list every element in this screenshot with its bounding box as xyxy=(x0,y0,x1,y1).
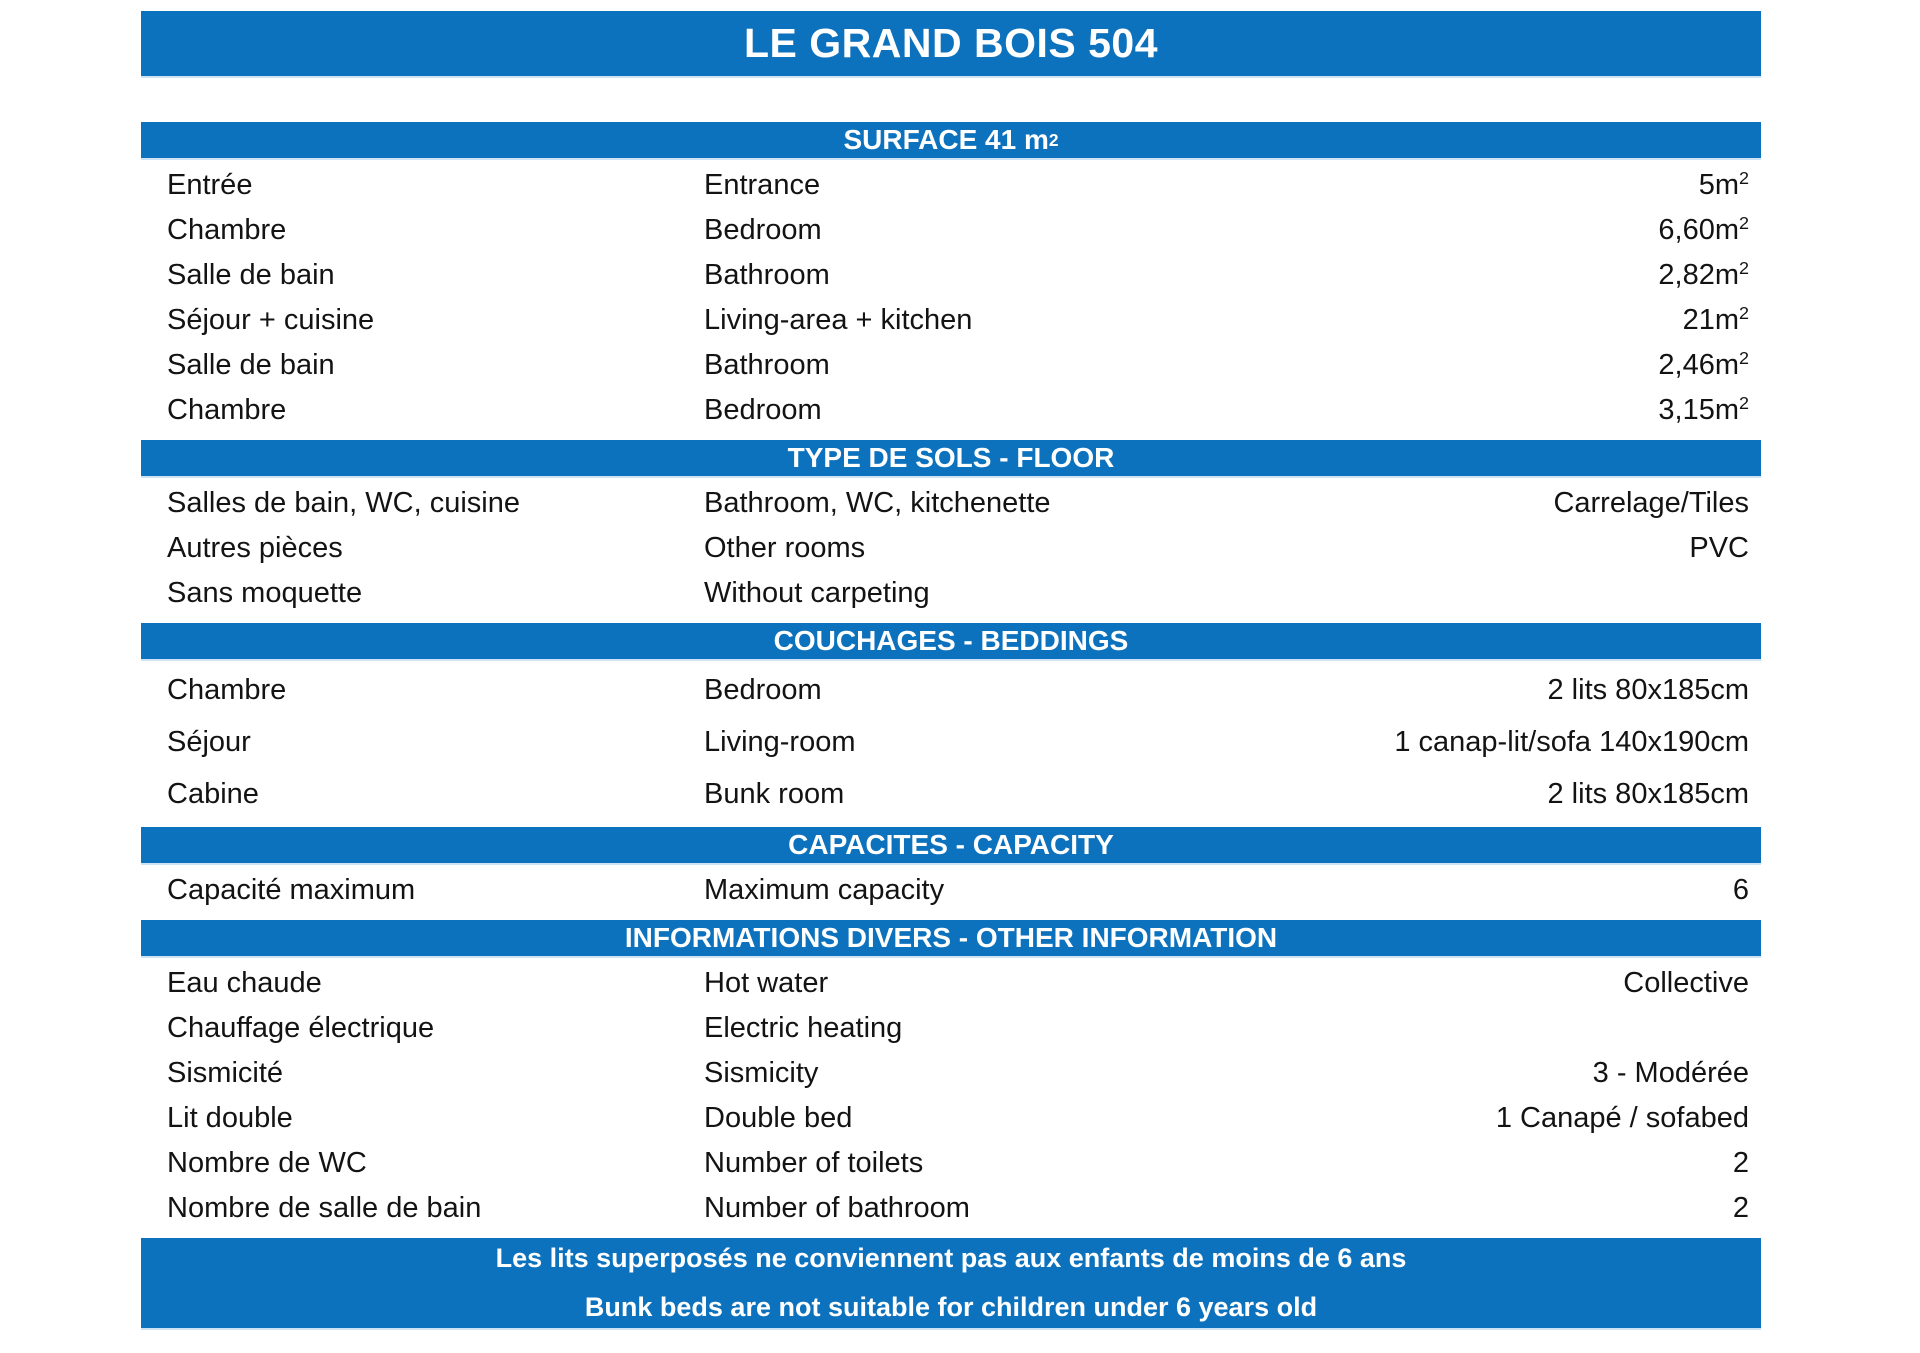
section-header: TYPE DE SOLS - FLOOR xyxy=(141,440,1761,478)
footer-note-en: Bunk beds are not suitable for children under 6 years old xyxy=(584,1292,1318,1322)
label-english: Double bed xyxy=(704,1102,853,1134)
label-english: Sismicity xyxy=(704,1057,819,1089)
section-rows xyxy=(141,661,1761,823)
label-french: Salle de bain xyxy=(167,349,335,381)
title-bar xyxy=(141,11,1761,78)
label-english: Other rooms xyxy=(704,532,866,564)
label-french: Nombre de salle de bain xyxy=(167,1192,482,1224)
section-rows xyxy=(141,478,1761,619)
superscript-2: 2 xyxy=(1739,304,1749,324)
section-rows xyxy=(141,160,1761,436)
label-english: Bathroom xyxy=(704,349,830,381)
footer-note-fr: Les lits superposés ne conviennent pas aux enfants de moins de 6 ans xyxy=(495,1243,1407,1273)
superscript-2: 2 xyxy=(1739,394,1749,414)
table-row xyxy=(141,343,1761,388)
label-english: Living-area + kitchen xyxy=(704,304,973,336)
label-english: Electric heating xyxy=(704,1012,903,1044)
row-value: $5m^2$ xyxy=(1698,169,1749,201)
label-french: Chambre xyxy=(167,394,287,426)
row-value: $2,82m^2$ xyxy=(1658,259,1749,291)
label-french: Chauffage électrique xyxy=(167,1012,435,1044)
superscript-2: 2 xyxy=(1739,214,1749,234)
section-informations xyxy=(141,920,1761,1234)
label-french: Salle de bain xyxy=(167,259,335,291)
row-value: 2 xyxy=(1732,1192,1749,1224)
table-row xyxy=(141,768,1761,820)
row-value: $3,15m^2$ xyxy=(1658,394,1749,426)
table-row xyxy=(141,163,1761,208)
label-french: Salles de bain, WC, cuisine xyxy=(167,487,520,519)
table-row xyxy=(141,571,1761,616)
row-value: $2,46m^2$ xyxy=(1658,349,1749,381)
row-value: $6,60m^2$ xyxy=(1658,214,1749,246)
table-row xyxy=(141,298,1761,343)
label-french: Séjour xyxy=(167,725,251,758)
label-french: Entrée xyxy=(167,169,253,201)
label-french: Cabine xyxy=(167,777,259,810)
label-english: Bathroom xyxy=(704,259,830,291)
table-row xyxy=(141,868,1761,913)
table-row xyxy=(141,1051,1761,1096)
label-french: Chambre xyxy=(167,214,287,246)
section-capacites xyxy=(141,827,1761,916)
label-english: Hot water xyxy=(704,967,829,999)
table-row xyxy=(141,208,1761,253)
row-value: 3 - Modérée xyxy=(1592,1057,1749,1089)
row-value: Carrelage/Tiles xyxy=(1553,487,1749,519)
table-row xyxy=(141,253,1761,298)
label-french: Lit double xyxy=(167,1102,293,1134)
section-header: CAPACITES - CAPACITY xyxy=(141,827,1761,865)
label-french: Autres pièces xyxy=(167,532,343,564)
label-french: Capacité maximum xyxy=(167,874,416,906)
row-value: 2 lits 80x185cm xyxy=(1547,673,1749,706)
label-english: Bedroom xyxy=(704,394,822,426)
label-french: Sans moquette xyxy=(167,577,363,609)
row-value: $21m^2$ xyxy=(1682,304,1749,336)
footer-note xyxy=(141,1238,1761,1330)
label-french: Chambre xyxy=(167,673,287,706)
table-row xyxy=(141,961,1761,1006)
table-row xyxy=(141,1006,1761,1051)
label-english: Without carpeting xyxy=(704,577,930,609)
table-row xyxy=(141,664,1761,716)
label-english: Number of bathroom xyxy=(704,1192,970,1224)
label-english: Bedroom xyxy=(704,673,822,706)
label-english: Number of toilets xyxy=(704,1147,924,1179)
apartment-spec-sheet xyxy=(141,11,1761,1330)
section-type xyxy=(141,440,1761,619)
section-header: SURFACE 41 m 2 xyxy=(141,122,1761,160)
row-value: 2 lits 80x185cm xyxy=(1547,777,1749,810)
label-english: Entrance xyxy=(704,169,821,201)
section-couchages xyxy=(141,623,1761,823)
section-rows xyxy=(141,958,1761,1234)
superscript-2: 2 xyxy=(1739,349,1749,369)
section-header: INFORMATIONS DIVERS - OTHER INFORMATION xyxy=(141,920,1761,958)
section-surface xyxy=(141,122,1761,436)
table-row xyxy=(141,1096,1761,1141)
label-french: Eau chaude xyxy=(167,967,322,999)
label-english: Living-room xyxy=(704,725,856,758)
page-title: LE GRAND BOIS 504 xyxy=(743,20,1159,66)
sections-container xyxy=(141,122,1761,1234)
table-row xyxy=(141,481,1761,526)
row-value: 6 xyxy=(1732,874,1749,906)
table-row xyxy=(141,388,1761,433)
section-header: COUCHAGES - BEDDINGS xyxy=(141,623,1761,661)
label-english: Bunk room xyxy=(704,777,845,810)
row-value: 2 xyxy=(1732,1147,1749,1179)
row-value: PVC xyxy=(1689,532,1749,564)
label-english: Maximum capacity xyxy=(704,874,945,906)
row-value: 1 Canapé / sofabed xyxy=(1495,1102,1749,1134)
section-rows xyxy=(141,865,1761,916)
label-english: Bathroom, WC, kitchenette xyxy=(704,487,1051,519)
superscript-2: 2 xyxy=(1739,169,1749,189)
row-value: 1 canap-lit/sofa 140x190cm xyxy=(1394,725,1749,758)
table-row xyxy=(141,526,1761,571)
row-value: Collective xyxy=(1623,967,1749,999)
table-row xyxy=(141,1141,1761,1186)
label-english: Bedroom xyxy=(704,214,822,246)
table-row xyxy=(141,1186,1761,1231)
label-french: Sismicité xyxy=(167,1057,284,1089)
label-french: Séjour + cuisine xyxy=(167,304,375,336)
table-row xyxy=(141,716,1761,768)
superscript-2: 2 xyxy=(1739,259,1749,279)
label-french: Nombre de WC xyxy=(167,1147,367,1179)
